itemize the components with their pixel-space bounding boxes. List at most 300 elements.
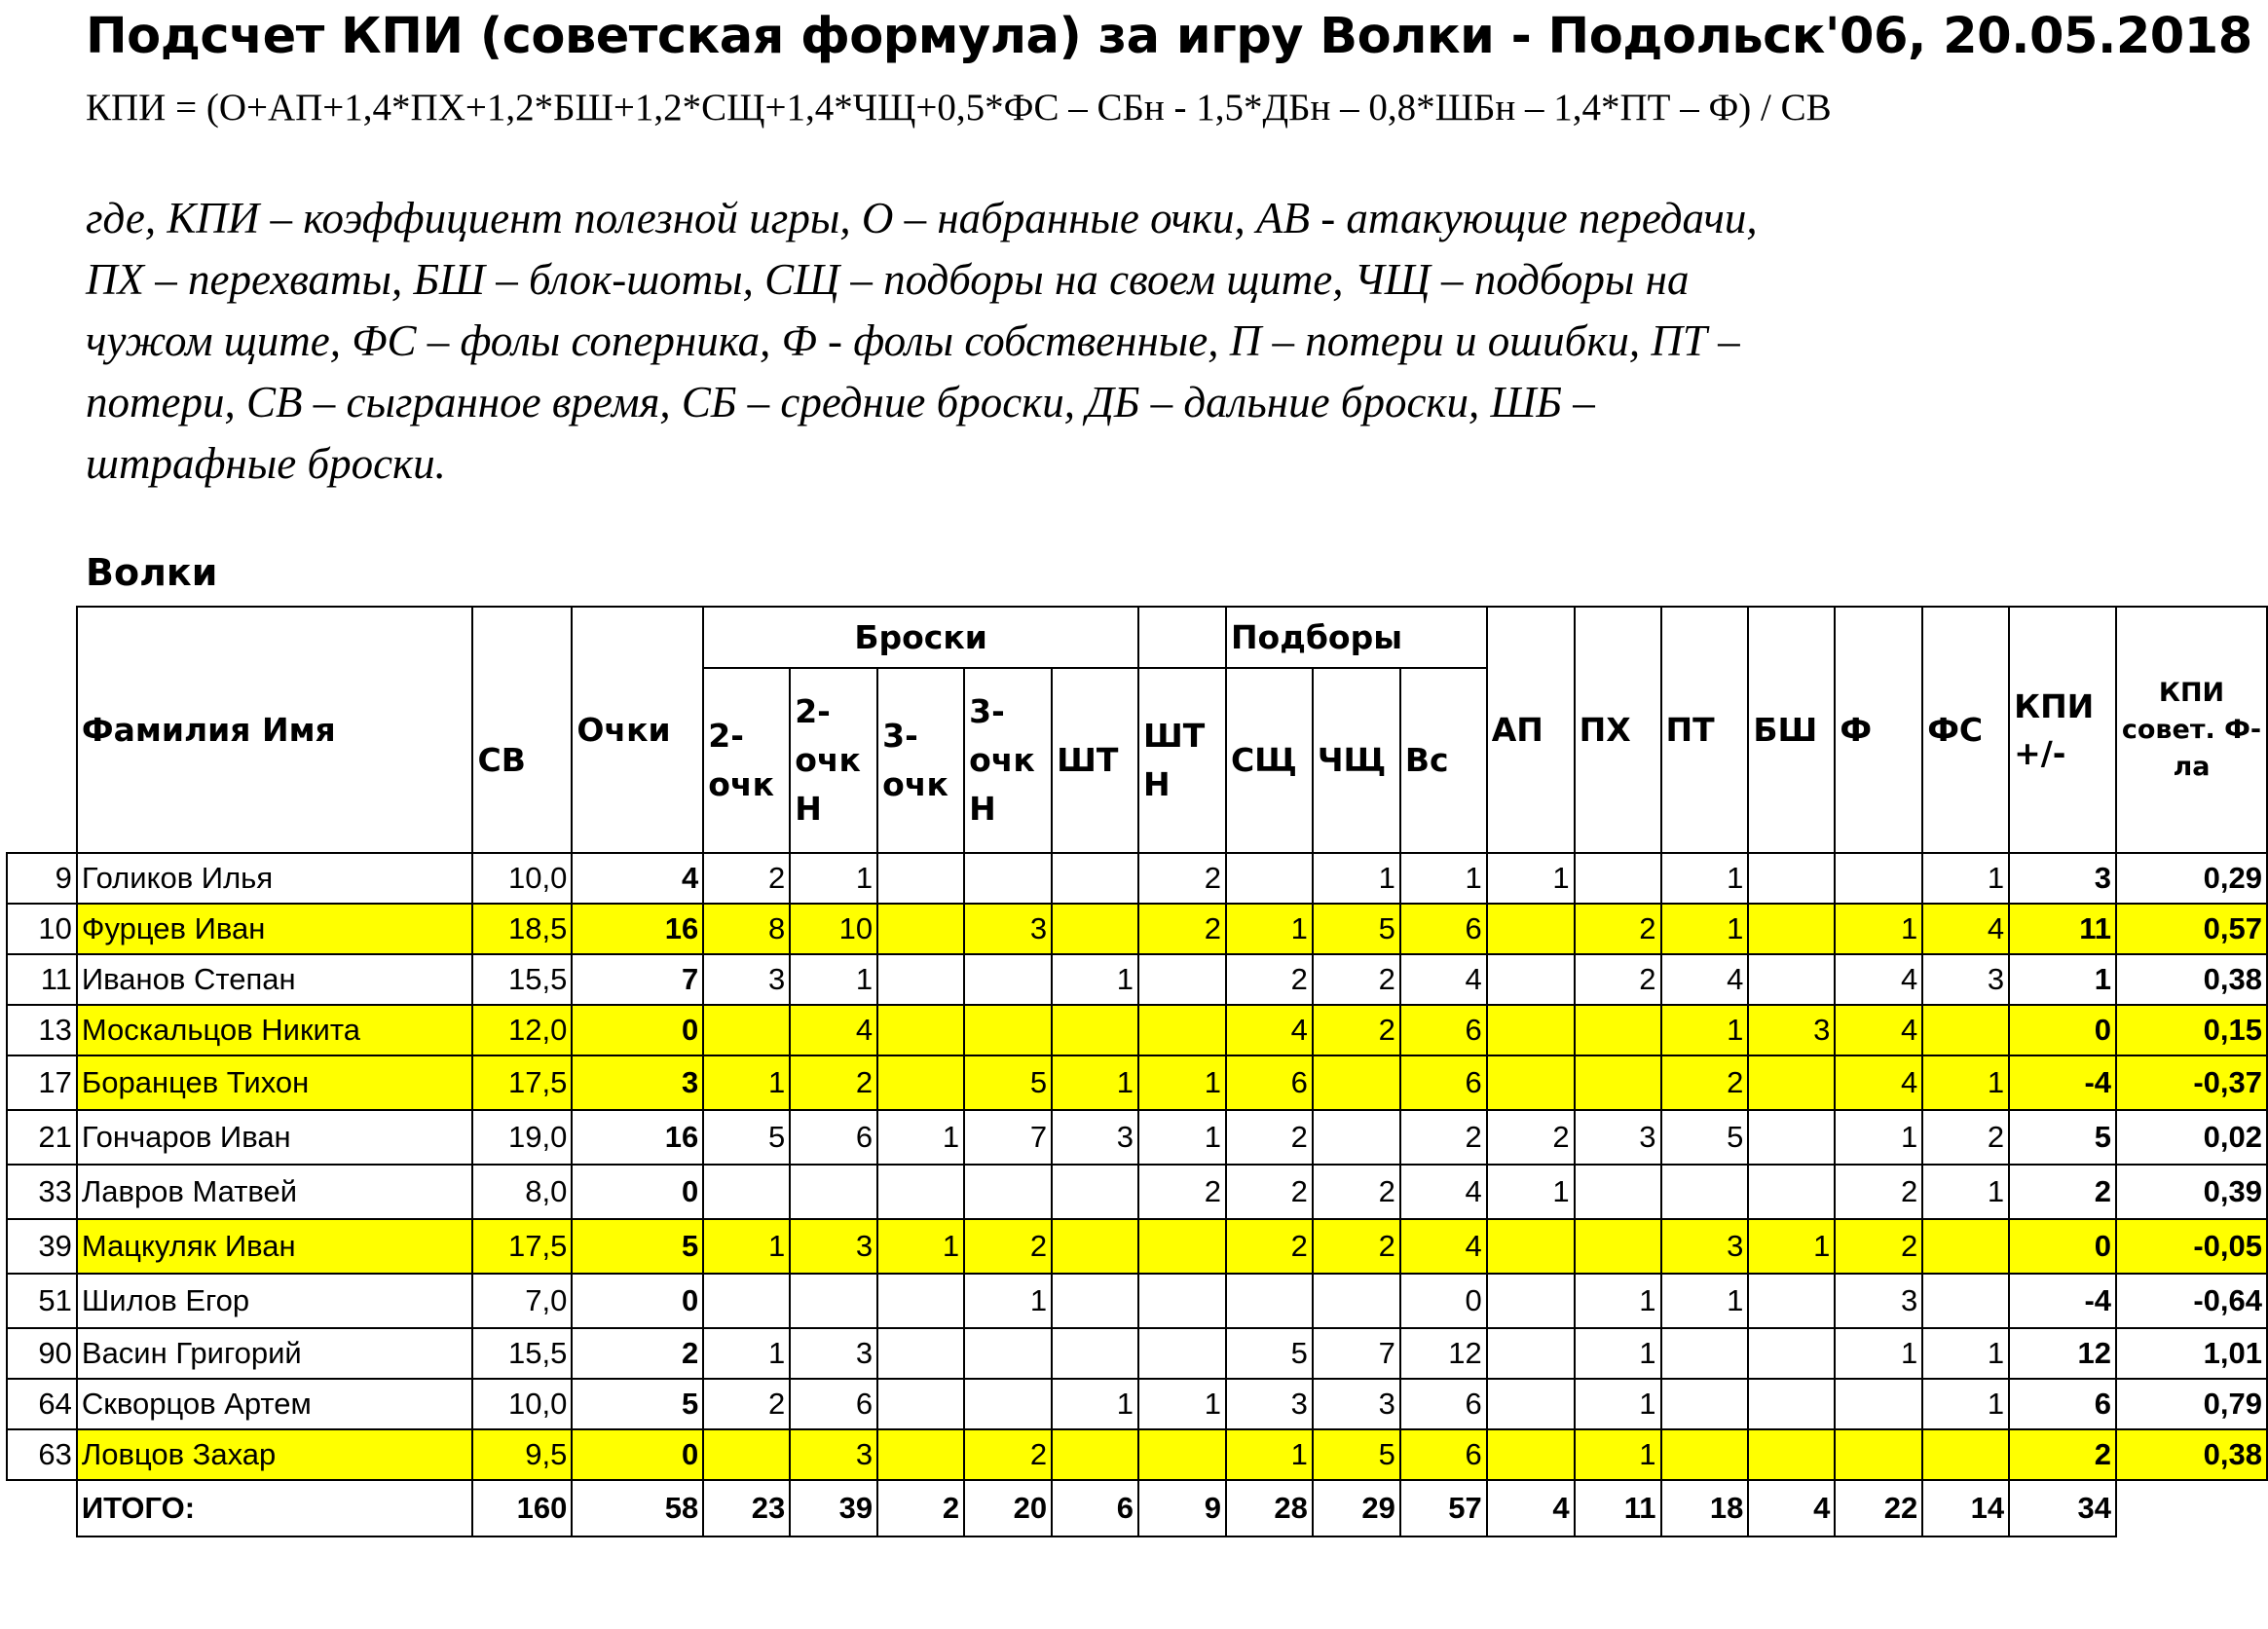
table-cell: 5 (1313, 904, 1400, 954)
table-cell: 6 (1400, 1055, 1487, 1110)
table-cell: 1 (1052, 954, 1138, 1005)
col-header-3pt: 3-очк (877, 668, 964, 853)
table-cell: 1 (1226, 1429, 1313, 1480)
col-header-ft-miss: ШТ Н (1138, 668, 1226, 853)
table-cell: 5 (1313, 1429, 1400, 1480)
table-cell: 4 (1835, 954, 1922, 1005)
table-cell (1052, 904, 1138, 954)
table-cell: 3 (1575, 1110, 1661, 1165)
table-cell: 2 (1313, 954, 1400, 1005)
table-cell: 1 (1138, 1055, 1226, 1110)
table-cell: 2 (2009, 1165, 2116, 1219)
table-cell: 16 (572, 1110, 703, 1165)
table-cell: 5 (703, 1110, 790, 1165)
table-cell: 7 (1313, 1328, 1400, 1379)
total-cell: 11 (1575, 1480, 1661, 1536)
table-cell (877, 1429, 964, 1480)
table-cell: 1 (1487, 1165, 1575, 1219)
table-cell: 3 (1226, 1379, 1313, 1429)
table-cell: 2 (703, 853, 790, 904)
table-row (7, 1429, 2267, 1480)
table-cell (1487, 1328, 1575, 1379)
table-cell (790, 1274, 877, 1328)
table-cell (1575, 1055, 1661, 1110)
table-cell: 17,5 (472, 1055, 572, 1110)
table-cell (1138, 1005, 1226, 1055)
table-cell: 0,38 (2116, 954, 2267, 1005)
legend-line: штрафные броски. (86, 439, 446, 488)
table-cell: 6 (1400, 1379, 1487, 1429)
table-cell: 1 (1052, 1379, 1138, 1429)
table-cell (1661, 1328, 1749, 1379)
col-header-ft: ШТ (1052, 668, 1138, 853)
table-cell: 1 (1922, 1328, 2009, 1379)
table-cell (877, 954, 964, 1005)
table-cell (1226, 853, 1313, 904)
table-cell (703, 1429, 790, 1480)
table-cell (964, 853, 1052, 904)
table-cell (877, 1274, 964, 1328)
table-cell: 1 (703, 1055, 790, 1110)
table-cell: 2 (1313, 1005, 1400, 1055)
table-row (7, 954, 2267, 1005)
table-cell: 3 (572, 1055, 703, 1110)
col-header-2pt: 2-очк (703, 668, 790, 853)
table-cell: 2 (964, 1429, 1052, 1480)
group-header-rebounds: Подборы (1226, 607, 1487, 668)
table-cell: 3 (1835, 1274, 1922, 1328)
table-cell: 10,0 (472, 853, 572, 904)
table-cell (877, 904, 964, 954)
table-cell (1748, 904, 1835, 954)
table-cell (1052, 1219, 1138, 1274)
table-cell: -0,64 (2116, 1274, 2267, 1328)
table-cell: 1 (877, 1219, 964, 1274)
total-spacer (2116, 1480, 2267, 1536)
row-number: 39 (7, 1219, 77, 1274)
table-cell: 1 (2009, 954, 2116, 1005)
table-cell: 1 (1835, 904, 1922, 954)
table-cell: 8 (703, 904, 790, 954)
table-cell: 1 (1400, 853, 1487, 904)
table-cell: 5 (2009, 1110, 2116, 1165)
table-cell (790, 1165, 877, 1219)
table-cell: 4 (1835, 1055, 1922, 1110)
player-name: Ловцов Захар (77, 1429, 473, 1480)
player-name: Скворцов Артем (77, 1379, 473, 1429)
table-cell: 6 (1400, 1005, 1487, 1055)
table-cell (1052, 1328, 1138, 1379)
legend-line: потери, СВ – сыгранное время, СБ – средние броски, ДБ – дальние броски, ШБ – (86, 378, 1595, 426)
table-cell: 1 (790, 853, 877, 904)
row-number: 33 (7, 1165, 77, 1219)
col-header-ap: АП (1487, 607, 1575, 853)
col-header-total-reb: Вс (1400, 668, 1487, 853)
table-cell: 3 (1313, 1379, 1400, 1429)
col-header-f: Ф (1835, 607, 1922, 853)
table-cell (1487, 1274, 1575, 1328)
table-cell (877, 1328, 964, 1379)
total-cell: 4 (1748, 1480, 1835, 1536)
table-cell: 2 (1575, 904, 1661, 954)
table-cell (1487, 1055, 1575, 1110)
total-cell: 4 (1487, 1480, 1575, 1536)
table-cell: 7 (572, 954, 703, 1005)
table-cell (964, 1165, 1052, 1219)
table-cell (964, 954, 1052, 1005)
col-header-sv: СВ (472, 668, 572, 853)
col-header-name: Фамилия Имя (77, 607, 473, 853)
table-cell (1052, 1165, 1138, 1219)
group-header-shots: Броски (703, 607, 1138, 668)
table-cell: 1 (1226, 904, 1313, 954)
col-header-ph: ПХ (1575, 607, 1661, 853)
table-cell: 0 (2009, 1219, 2116, 1274)
table-cell: -0,05 (2116, 1219, 2267, 1274)
row-number: 17 (7, 1055, 77, 1110)
table-cell (1052, 1429, 1138, 1480)
total-cell: 160 (472, 1480, 572, 1536)
row-number: 13 (7, 1005, 77, 1055)
col-header-3pt-miss: 3-очк Н (964, 668, 1052, 853)
legend-line: ПХ – перехваты, БШ – блок-шоты, СЩ – подборы на своем щите, ЧЩ – подборы на (86, 255, 1690, 304)
table-cell (1138, 1274, 1226, 1328)
table-cell (1661, 1165, 1749, 1219)
table-cell: 1 (1835, 1110, 1922, 1165)
table-cell: 1 (1922, 1165, 2009, 1219)
table-cell: 6 (1226, 1055, 1313, 1110)
table-cell: 3 (1661, 1219, 1749, 1274)
total-cell: 2 (877, 1480, 964, 1536)
table-cell: 1 (1922, 1055, 2009, 1110)
table-cell (1575, 1005, 1661, 1055)
table-cell: 4 (572, 853, 703, 904)
table-cell: 18,5 (472, 904, 572, 954)
row-number: 9 (7, 853, 77, 904)
table-cell: 4 (790, 1005, 877, 1055)
table-cell: 2 (703, 1379, 790, 1429)
table-cell: 1 (1575, 1274, 1661, 1328)
total-cell: 14 (1922, 1480, 2009, 1536)
table-cell (1835, 853, 1922, 904)
col-header-kpi-sov: КПИ совет. Ф-ла (2116, 607, 2267, 853)
col-header-kpi-pm: КПИ +/- (2009, 607, 2116, 853)
table-cell (1313, 1110, 1400, 1165)
table-cell (1748, 1055, 1835, 1110)
table-cell: 5 (1661, 1110, 1749, 1165)
table-cell (964, 1005, 1052, 1055)
table-cell (964, 1379, 1052, 1429)
table-cell: 1 (1661, 1005, 1749, 1055)
table-row (7, 1165, 2267, 1219)
table-cell (1922, 1005, 2009, 1055)
table-cell: 2 (1138, 1165, 1226, 1219)
table-cell: 2 (1575, 954, 1661, 1005)
table-cell (1575, 1165, 1661, 1219)
table-cell (1138, 954, 1226, 1005)
table-cell: 0,79 (2116, 1379, 2267, 1429)
total-label: ИТОГО: (77, 1480, 473, 1536)
table-cell: 2 (1226, 954, 1313, 1005)
table-cell: 0,57 (2116, 904, 2267, 954)
table-cell (1487, 954, 1575, 1005)
row-number: 51 (7, 1274, 77, 1328)
col-header-off-reb: ЧЩ (1313, 668, 1400, 853)
table-cell (1748, 1165, 1835, 1219)
table-cell: 2 (1835, 1165, 1922, 1219)
player-name: Гончаров Иван (77, 1110, 473, 1165)
table-cell: 2 (1400, 1110, 1487, 1165)
table-cell: 0,29 (2116, 853, 2267, 904)
table-cell (1138, 1429, 1226, 1480)
table-cell: 3 (2009, 853, 2116, 904)
table-cell: 2 (1922, 1110, 2009, 1165)
table-row (7, 904, 2267, 954)
table-cell: 1 (1748, 1219, 1835, 1274)
total-cell: 29 (1313, 1480, 1400, 1536)
table-cell (1575, 853, 1661, 904)
table-cell (1922, 1219, 2009, 1274)
total-cell: 39 (790, 1480, 877, 1536)
table-cell (1052, 1274, 1138, 1328)
col-header-bsh: БШ (1748, 607, 1835, 853)
total-cell: 23 (703, 1480, 790, 1536)
legend-line: где, КПИ – коэффициент полезной игры, О – набранные очки, АВ - атакующие передачи, (86, 194, 1758, 242)
row-number: 63 (7, 1429, 77, 1480)
table-cell: 5 (964, 1055, 1052, 1110)
total-cell: 9 (1138, 1480, 1226, 1536)
table-cell: 1 (1661, 853, 1749, 904)
table-cell: 17,5 (472, 1219, 572, 1274)
table-cell (1052, 1005, 1138, 1055)
table-cell (1487, 1005, 1575, 1055)
table-cell: 0,38 (2116, 1429, 2267, 1480)
table-cell: 1 (1835, 1328, 1922, 1379)
table-cell: 4 (1400, 1219, 1487, 1274)
table-cell: 2 (1226, 1165, 1313, 1219)
table-cell (1835, 1379, 1922, 1429)
total-cell: 34 (2009, 1480, 2116, 1536)
table-cell: 1 (1575, 1429, 1661, 1480)
table-cell (1138, 1328, 1226, 1379)
table-cell: 6 (790, 1110, 877, 1165)
table-cell (1661, 1429, 1749, 1480)
team-name: Волки (86, 551, 218, 594)
player-name: Мацкуляк Иван (77, 1219, 473, 1274)
table-cell: 1 (1575, 1328, 1661, 1379)
table-cell: 1 (703, 1328, 790, 1379)
table-cell: 3 (1922, 954, 2009, 1005)
table-cell: 2 (1661, 1055, 1749, 1110)
table-cell: 1 (1138, 1110, 1226, 1165)
total-cell: 6 (1052, 1480, 1138, 1536)
col-header-2pt-miss: 2-очк Н (790, 668, 877, 853)
table-cell: 10 (790, 904, 877, 954)
table-cell: 4 (1922, 904, 2009, 954)
table-row (7, 1379, 2267, 1429)
table-cell: 4 (1400, 1165, 1487, 1219)
table-cell: 15,5 (472, 1328, 572, 1379)
table-cell (1487, 1429, 1575, 1480)
table-cell (877, 1379, 964, 1429)
row-number: 90 (7, 1328, 77, 1379)
table-cell: 1 (1661, 904, 1749, 954)
table-cell: 3 (1052, 1110, 1138, 1165)
table-cell (1748, 1274, 1835, 1328)
col-header-def-reb: СЩ (1226, 668, 1313, 853)
table-cell (1748, 1429, 1835, 1480)
table-row (7, 1219, 2267, 1274)
table-cell (1487, 904, 1575, 954)
table-cell: 1 (790, 954, 877, 1005)
table-cell: 6 (1400, 1429, 1487, 1480)
table-cell: 10,0 (472, 1379, 572, 1429)
table-cell (1052, 853, 1138, 904)
table-row (7, 1110, 2267, 1165)
player-name: Боранцев Тихон (77, 1055, 473, 1110)
table-cell: 1 (1313, 853, 1400, 904)
table-cell (703, 1005, 790, 1055)
table-cell: 0 (572, 1165, 703, 1219)
total-cell: 28 (1226, 1480, 1313, 1536)
table-cell: 0 (572, 1005, 703, 1055)
table-cell: -4 (2009, 1274, 2116, 1328)
col-header-points: Очки (572, 607, 703, 853)
table-cell: 12 (2009, 1328, 2116, 1379)
table-cell: 12,0 (472, 1005, 572, 1055)
table-cell: 15,5 (472, 954, 572, 1005)
table-cell: -0,37 (2116, 1055, 2267, 1110)
table-cell: 1 (1922, 853, 2009, 904)
table-row (7, 1274, 2267, 1328)
table-cell (877, 853, 964, 904)
table-cell: 4 (1661, 954, 1749, 1005)
table-cell: 2 (1138, 853, 1226, 904)
table-cell: 5 (572, 1219, 703, 1274)
col-header-pt: ПТ (1661, 607, 1749, 853)
player-name: Лавров Матвей (77, 1165, 473, 1219)
total-cell: 20 (964, 1480, 1052, 1536)
table-cell: 11 (2009, 904, 2116, 954)
table-row (7, 1055, 2267, 1110)
table-cell: 3 (703, 954, 790, 1005)
table-cell: 1 (1487, 853, 1575, 904)
table-cell: 5 (572, 1379, 703, 1429)
table-cell: 9,5 (472, 1429, 572, 1480)
table-cell: 2 (1226, 1219, 1313, 1274)
table-cell: 12 (1400, 1328, 1487, 1379)
table-cell: 0 (572, 1429, 703, 1480)
table-cell: 1 (1661, 1274, 1749, 1328)
table-cell (877, 1055, 964, 1110)
row-number: 21 (7, 1110, 77, 1165)
legend-line: чужом щите, ФС – фолы соперника, Ф - фолы собственные, П – потери и ошибки, ПТ – (86, 316, 1740, 365)
table-cell: 4 (1835, 1005, 1922, 1055)
table-cell (1313, 1055, 1400, 1110)
table-cell: 16 (572, 904, 703, 954)
stats-table (6, 606, 2268, 1537)
table-cell: 3 (790, 1328, 877, 1379)
row-number: 10 (7, 904, 77, 954)
table-cell (1487, 1219, 1575, 1274)
table-cell (964, 1328, 1052, 1379)
table-cell (1575, 1219, 1661, 1274)
table-cell: 0,15 (2116, 1005, 2267, 1055)
table-cell (703, 1274, 790, 1328)
total-spacer (7, 1480, 77, 1536)
table-row (7, 1328, 2267, 1379)
table-cell (1922, 1429, 2009, 1480)
table-cell: 3 (1748, 1005, 1835, 1055)
table-cell: 7,0 (472, 1274, 572, 1328)
table-cell: 1 (1052, 1055, 1138, 1110)
table-row (7, 1005, 2267, 1055)
player-name: Голиков Илья (77, 853, 473, 904)
formula-legend (86, 188, 2063, 495)
table-cell: 2 (572, 1328, 703, 1379)
table-cell: 1 (1138, 1379, 1226, 1429)
table-cell: 4 (1400, 954, 1487, 1005)
table-cell: 2 (964, 1219, 1052, 1274)
table-cell (1226, 1274, 1313, 1328)
player-name: Шилов Егор (77, 1274, 473, 1328)
table-cell (1487, 1379, 1575, 1429)
table-cell (1313, 1274, 1400, 1328)
table-cell: 1 (964, 1274, 1052, 1328)
table-cell (703, 1165, 790, 1219)
table-cell: 6 (1400, 904, 1487, 954)
total-row (7, 1480, 2267, 1536)
table-cell (1835, 1429, 1922, 1480)
table-cell: 5 (1226, 1328, 1313, 1379)
table-cell: 6 (790, 1379, 877, 1429)
table-cell: 0 (572, 1274, 703, 1328)
table-cell: 2 (2009, 1429, 2116, 1480)
player-name: Москальцов Никита (77, 1005, 473, 1055)
table-cell (877, 1165, 964, 1219)
table-cell: 0,39 (2116, 1165, 2267, 1219)
total-cell: 22 (1835, 1480, 1922, 1536)
row-number: 64 (7, 1379, 77, 1429)
table-cell: 2 (1226, 1110, 1313, 1165)
table-cell: 3 (964, 904, 1052, 954)
table-cell (1748, 1328, 1835, 1379)
kpi-formula: КПИ = (О+АП+1,4*ПХ+1,2*БШ+1,2*СЩ+1,4*ЧЩ+0,5*ФС – СБн - 1,5*ДБн – 0,8*ШБн – 1,4*ПТ – Ф) / СВ (86, 87, 1832, 129)
table-cell: 1 (1575, 1379, 1661, 1429)
table-cell: 1 (703, 1219, 790, 1274)
table-cell: 19,0 (472, 1110, 572, 1165)
page-title: Подсчет КПИ (советская формула) за игру Волки - Подольск'06, 20.05.2018 (86, 8, 2252, 65)
total-cell: 18 (1661, 1480, 1749, 1536)
table-cell: 2 (1313, 1219, 1400, 1274)
total-cell: 57 (1400, 1480, 1487, 1536)
table-cell: 0 (2009, 1005, 2116, 1055)
table-cell (877, 1005, 964, 1055)
col-header-fs: ФС (1922, 607, 2009, 853)
player-name: Фурцев Иван (77, 904, 473, 954)
table-cell: 2 (1313, 1165, 1400, 1219)
table-cell (1748, 1379, 1835, 1429)
table-cell: 3 (790, 1429, 877, 1480)
table-cell (1661, 1379, 1749, 1429)
table-cell: 6 (2009, 1379, 2116, 1429)
table-cell: 8,0 (472, 1165, 572, 1219)
table-cell: 7 (964, 1110, 1052, 1165)
table-cell (1748, 954, 1835, 1005)
table-cell: 2 (790, 1055, 877, 1110)
table-cell: -4 (2009, 1055, 2116, 1110)
player-name: Иванов Степан (77, 954, 473, 1005)
